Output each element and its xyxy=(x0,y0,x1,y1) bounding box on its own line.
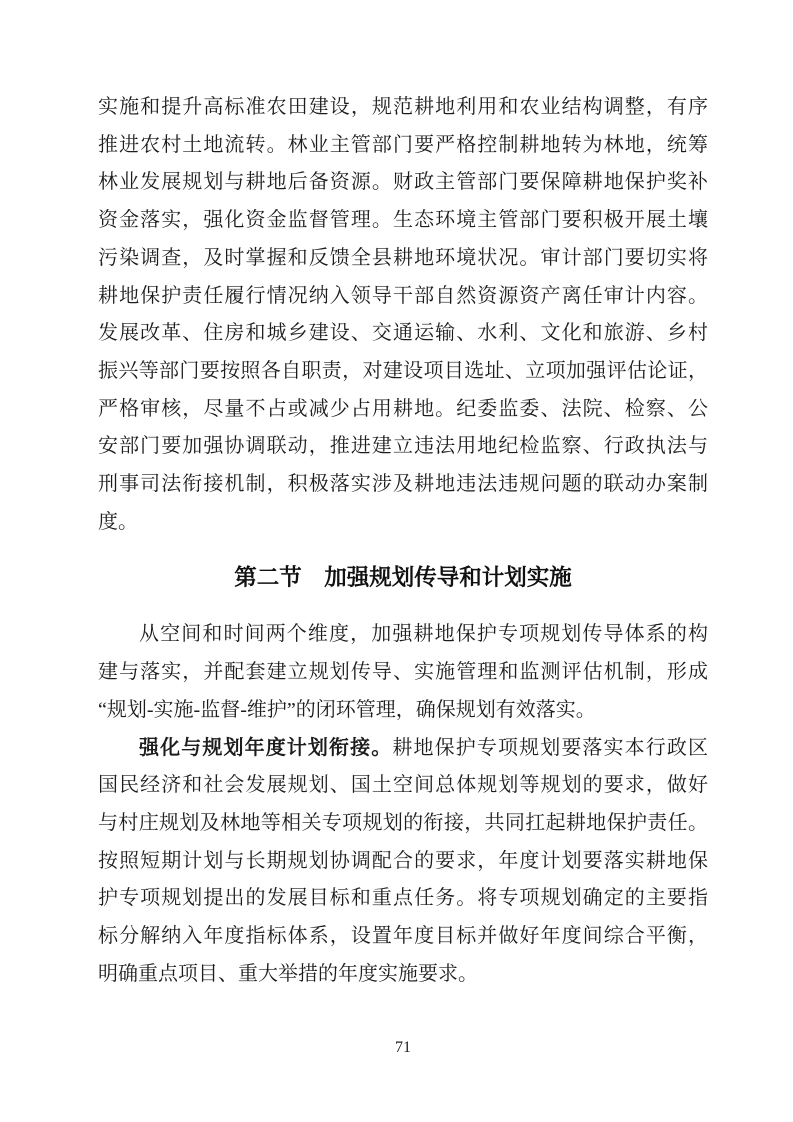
text-line: 明确重点项目、重大举措的年度实施要求。 xyxy=(98,962,478,985)
text-line: 实施和提升高标准农田建设，规范耕地利用和农业结构调整，有序 xyxy=(98,96,708,118)
text-line: “规划-实施-监督-维护”的闭环管理，确保规划有效落实。 xyxy=(98,698,596,721)
paragraph xyxy=(98,730,708,994)
text-line xyxy=(98,730,708,768)
text-line: 与村庄规划及林地等相关专项规划的衔接，共同扛起耕地保护责任。 xyxy=(98,811,708,834)
text-line: 资金落实，强化资金监督管理。生态环境主管部门要积极开展土壤 xyxy=(98,209,708,232)
text-line: 林业发展规划与耕地后备资源。财政主管部门要保障耕地保护奖补 xyxy=(98,171,708,194)
paragraph xyxy=(98,616,708,729)
document-body xyxy=(98,89,708,1058)
text-line: 发展改革、住房和城乡建设、交通运输、水利、文化和旅游、乡村 xyxy=(98,322,708,345)
text-line: 标分解纳入年度指标体系，设置年度目标并做好年度间综合平衡， xyxy=(98,925,708,948)
text-line: 刑事司法衔接机制，积极落实涉及耕地违法违规问题的联动办案制 xyxy=(98,473,708,496)
text-line: 耕地保护责任履行情况纳入领导干部自然资源资产离任审计内容。 xyxy=(98,284,708,307)
text-line: 度。 xyxy=(98,510,138,533)
text-line: 严格审核，尽量不占或减少占用耕地。纪委监委、法院、检察、公 xyxy=(98,397,708,420)
bold-lead-sentence: 强化与规划年度计划衔接。 xyxy=(139,736,393,759)
paragraph-continuation xyxy=(98,89,708,541)
text-line: 建与落实，并配套建立规划传导、实施管理和监测评估机制，形成 xyxy=(98,661,708,684)
text-line: 污染调查，及时掌握和反馈全县耕地环境状况。审计部门要切实将 xyxy=(98,246,708,269)
text-line: 振兴等部门要按照各自职责，对建设项目选址、立项加强评估论证， xyxy=(98,359,708,382)
text-line: 国民经济和社会发展规划、国土空间总体规划等规划的要求，做好 xyxy=(98,774,708,797)
text-run: 耕地保护专项规划要落实本行政区 xyxy=(392,736,709,759)
text-line: 推进农村土地流转。林业主管部门要严格控制耕地转为林地，统筹 xyxy=(98,133,708,156)
text-line: 按照短期计划与长期规划协调配合的要求，年度计划要落实耕地保 xyxy=(98,849,708,872)
text-line: 护专项规划提出的发展目标和重点任务。将专项规划确定的主要指 xyxy=(98,887,708,910)
page-number: 71 xyxy=(395,1039,411,1057)
text-line: 安部门要加强协调联动，推进建立违法用地纪检监察、行政执法与 xyxy=(98,435,708,458)
section-heading: 第二节 加强规划传导和计划实施 xyxy=(234,565,572,591)
text-line: 从空间和时间两个维度，加强耕地保护专项规划传导体系的构 xyxy=(139,623,708,646)
